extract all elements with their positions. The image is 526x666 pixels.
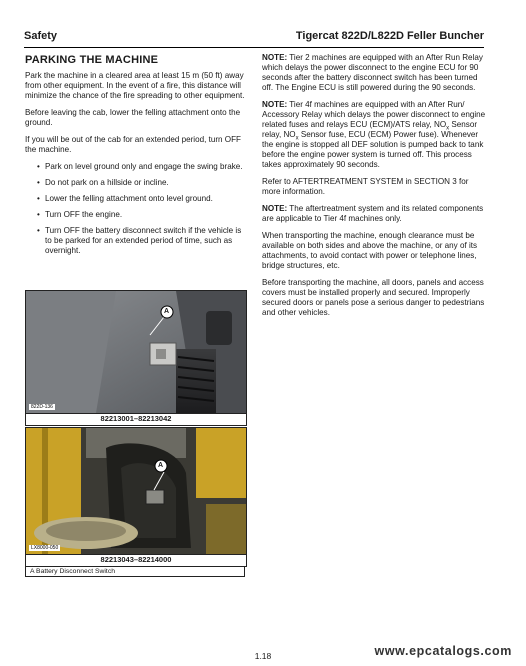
right-column	[262, 53, 486, 325]
paragraph-extended-period: If you will be out of the cab for an extended period, turn OFF the machine.	[25, 135, 241, 154]
list-item: • Lower the felling attachment onto level ground.	[37, 194, 247, 204]
note-label: NOTE:	[262, 204, 288, 213]
note-text-part: Sensor relay, NO	[262, 120, 478, 139]
note-after-run-relay	[262, 53, 486, 93]
paragraph-lower-attachment: Before leaving the cab, lower the felling attachment onto the ground.	[25, 108, 241, 127]
figure-photo-1	[25, 290, 247, 414]
photo-1-tag: 822D-136	[31, 404, 53, 410]
photo-2-tag: LX8000-050	[31, 545, 59, 551]
figure-legend: A Battery Disconnect Switch	[25, 567, 245, 577]
figure-photo-2	[25, 427, 247, 555]
watermark: www.epcatalogs.com	[374, 644, 512, 658]
note-text: The aftertreatment system and its related components are applicable to Tier 4f machines only.	[262, 204, 484, 223]
note-text: Tier 2 machines are equipped with an After Run Relay which delays the power disconnect to the engine ECU for 90 seconds after the battery disconnect switch has been turned off. The Engine ECU is still powered during the 90 seconds.	[262, 53, 483, 92]
note-text-part: Sensor fuse, ECU (ECM) Power fuse). Whenever the engine is stopped all DEF solution is pumped back to tank before the engine power system is turned off. This process takes approximately 90 seconds.	[262, 130, 484, 169]
header-rule	[24, 47, 484, 48]
photo-2-illustration	[26, 428, 246, 554]
figure-2-caption: 82213043–82214000	[25, 554, 247, 567]
paragraph-park-clear-area: Park the machine in a cleared area at least 15 m (50 ft) away from other equipment. In the event of a fire, this distance will minimize the chance of the fire spreading to other equipment.	[25, 71, 245, 100]
list-item: • Turn OFF the battery disconnect switch if the vehicle is to be parked for an extended period of time, such as overnight.	[37, 226, 247, 256]
paragraph-transport-clearance: When transporting the machine, enough clearance must be available on both sides and above the machine, or any of its attachments, to avoid contact with power or telephone lines, bridge structures, etc.	[262, 231, 478, 270]
list-item: • Do not park on a hillside or incline.	[37, 178, 247, 188]
subscript-x: x	[295, 135, 299, 142]
page-number: 1.18	[254, 651, 272, 661]
section-heading: PARKING THE MACHINE	[25, 54, 159, 66]
callout-a-label-1: A	[164, 308, 170, 315]
paragraph-transport-doors: Before transporting the machine, all doors, panels and access covers must be installed properly and secured. Improperly secured doors or panels pose a serious danger to pedestrians and other vehicles.	[262, 278, 485, 317]
note-tier4f-relay	[262, 100, 486, 170]
page-header	[24, 30, 484, 46]
subscript-x: x	[446, 125, 450, 132]
header-title: Tigercat 822D/L822D Feller Buncher	[295, 30, 484, 42]
list-item: • Turn OFF the engine.	[37, 210, 247, 220]
note-text-part: Tier 4f machines are equipped with an After Run/ Accessory Relay which delays the power disconnect to engine related fuses and relays ECU (ECM)/ATS relay, NO	[262, 100, 486, 129]
callout-a-label-2: A	[158, 462, 164, 469]
note-label: NOTE:	[262, 53, 288, 62]
left-column	[25, 53, 247, 262]
paragraph-refer-aftertreatment: Refer to AFTERTREATMENT SYSTEM in SECTION 3 for more information.	[262, 177, 469, 196]
note-label: NOTE:	[262, 100, 288, 109]
list-item: • Park on level ground only and engage the swing brake.	[37, 162, 247, 172]
figure-1-caption: 82213001–82213042	[25, 413, 247, 426]
note-aftertreatment	[262, 204, 486, 224]
photo-1-illustration	[26, 291, 246, 413]
parking-steps-list	[25, 162, 247, 256]
header-section: Safety	[24, 30, 58, 42]
